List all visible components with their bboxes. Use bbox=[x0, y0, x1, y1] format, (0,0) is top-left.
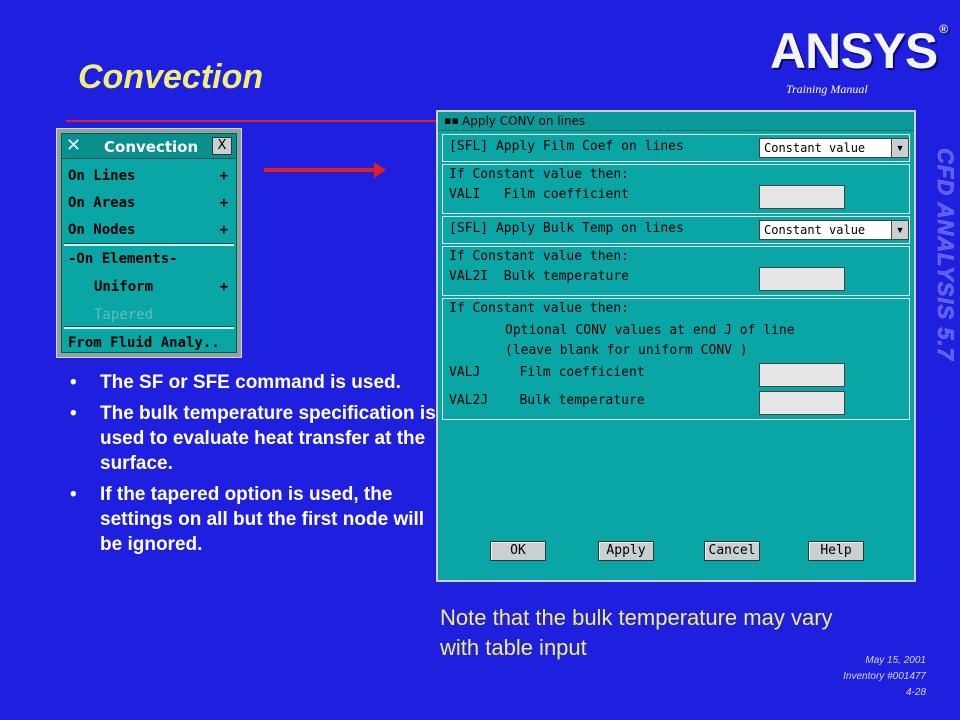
film-coef-value-section bbox=[442, 164, 910, 214]
menu-item-tapered: Tapered bbox=[94, 307, 154, 323]
footer-page-number: 4-28 bbox=[905, 687, 926, 698]
help-button[interactable]: Help bbox=[808, 541, 864, 561]
menu-item-on-lines[interactable]: On Lines + bbox=[68, 165, 230, 187]
title-rule bbox=[66, 120, 440, 122]
bulk-temp-select[interactable]: Constant value ▼ bbox=[759, 220, 909, 240]
film-coef-label: [SFL] Apply Film Coef on lines bbox=[449, 139, 684, 154]
dialog-title: Apply CONV on lines bbox=[462, 114, 586, 128]
menu-item-on-nodes[interactable]: On Nodes + bbox=[68, 219, 230, 241]
vali-input[interactable] bbox=[759, 185, 845, 209]
footer bbox=[843, 653, 926, 701]
arrow-line bbox=[264, 168, 376, 172]
bullet-item: • If the tapered option is used, the settings on all but the first node will be ignored. bbox=[70, 484, 425, 555]
bullet-item: • The bulk temperature specification is used to evaluate heat transfer at the surface. bbox=[70, 403, 436, 474]
footer-inventory: Inventory #001477 bbox=[843, 671, 926, 682]
dropdown-arrow-icon: ▼ bbox=[891, 139, 908, 157]
expand-plus-icon: + bbox=[219, 279, 228, 295]
bulk-temp-section bbox=[442, 216, 910, 244]
optional-end-j-section bbox=[442, 298, 910, 420]
ok-button[interactable]: OK bbox=[490, 541, 546, 561]
bullet-item: • The SF or SFE command is used. bbox=[70, 372, 401, 393]
cfd-analysis-banner: CFD ANALYSIS 5.7 bbox=[933, 148, 958, 361]
apply-conv-dialog bbox=[436, 110, 916, 582]
bullet-list bbox=[68, 370, 440, 563]
window-menu-icon[interactable]: ▪▪ bbox=[444, 114, 459, 127]
valj-label: VALJ Film coefficient bbox=[449, 365, 645, 380]
if-constant-label: If Constant value then: bbox=[449, 249, 630, 264]
training-manual-label: Training Manual bbox=[786, 82, 868, 96]
val2i-input[interactable] bbox=[759, 267, 845, 291]
ansys-logo: ANSYS ® bbox=[770, 22, 948, 79]
val2j-input[interactable] bbox=[759, 391, 845, 415]
film-coef-section bbox=[442, 134, 910, 162]
val2j-label: VAL2J Bulk temperature bbox=[449, 393, 645, 408]
menu-item-on-areas[interactable]: On Areas + bbox=[68, 192, 230, 214]
valj-input[interactable] bbox=[759, 363, 845, 387]
film-coef-select[interactable]: Constant value ▼ bbox=[759, 138, 909, 158]
bulk-temp-label: [SFL] Apply Bulk Temp on lines bbox=[449, 221, 684, 236]
vali-label: VALI Film coefficient bbox=[449, 187, 630, 202]
expand-plus-icon: + bbox=[219, 195, 228, 211]
slide-title: Convection bbox=[78, 58, 264, 96]
optional-conv-label: Optional CONV values at end J of line bbox=[505, 323, 795, 338]
footer-date: May 15, 2001 bbox=[865, 655, 926, 666]
x-logo-icon: ✕ bbox=[66, 135, 82, 156]
expand-plus-icon: + bbox=[219, 222, 228, 238]
arrow-right-icon bbox=[374, 162, 386, 178]
bulk-temp-value-section bbox=[442, 246, 910, 296]
val2i-label: VAL2I Bulk temperature bbox=[449, 269, 630, 284]
apply-button[interactable]: Apply bbox=[598, 541, 654, 561]
close-button[interactable]: X bbox=[212, 137, 232, 155]
menu-titlebar bbox=[62, 134, 236, 159]
leave-blank-label: (leave blank for uniform CONV ) bbox=[505, 343, 748, 358]
bulk-temperature-note: Note that the bulk temperature may vary with table input bbox=[440, 605, 833, 660]
menu-item-uniform[interactable]: Uniform + bbox=[68, 276, 230, 298]
dialog-titlebar bbox=[438, 112, 914, 131]
if-constant-label: If Constant value then: bbox=[449, 301, 630, 316]
menu-group-on-elements: -On Elements- bbox=[68, 251, 178, 267]
menu-item-from-fluid-analysis[interactable]: From Fluid Analy.. bbox=[68, 335, 220, 351]
expand-plus-icon: + bbox=[219, 168, 228, 184]
menu-divider bbox=[64, 243, 234, 246]
menu-divider bbox=[64, 326, 234, 329]
dropdown-arrow-icon: ▼ bbox=[891, 221, 908, 239]
menu-title: Convection bbox=[104, 138, 199, 156]
cancel-button[interactable]: Cancel bbox=[704, 541, 760, 561]
convection-menu-window bbox=[56, 128, 242, 358]
if-constant-label: If Constant value then: bbox=[449, 167, 630, 182]
